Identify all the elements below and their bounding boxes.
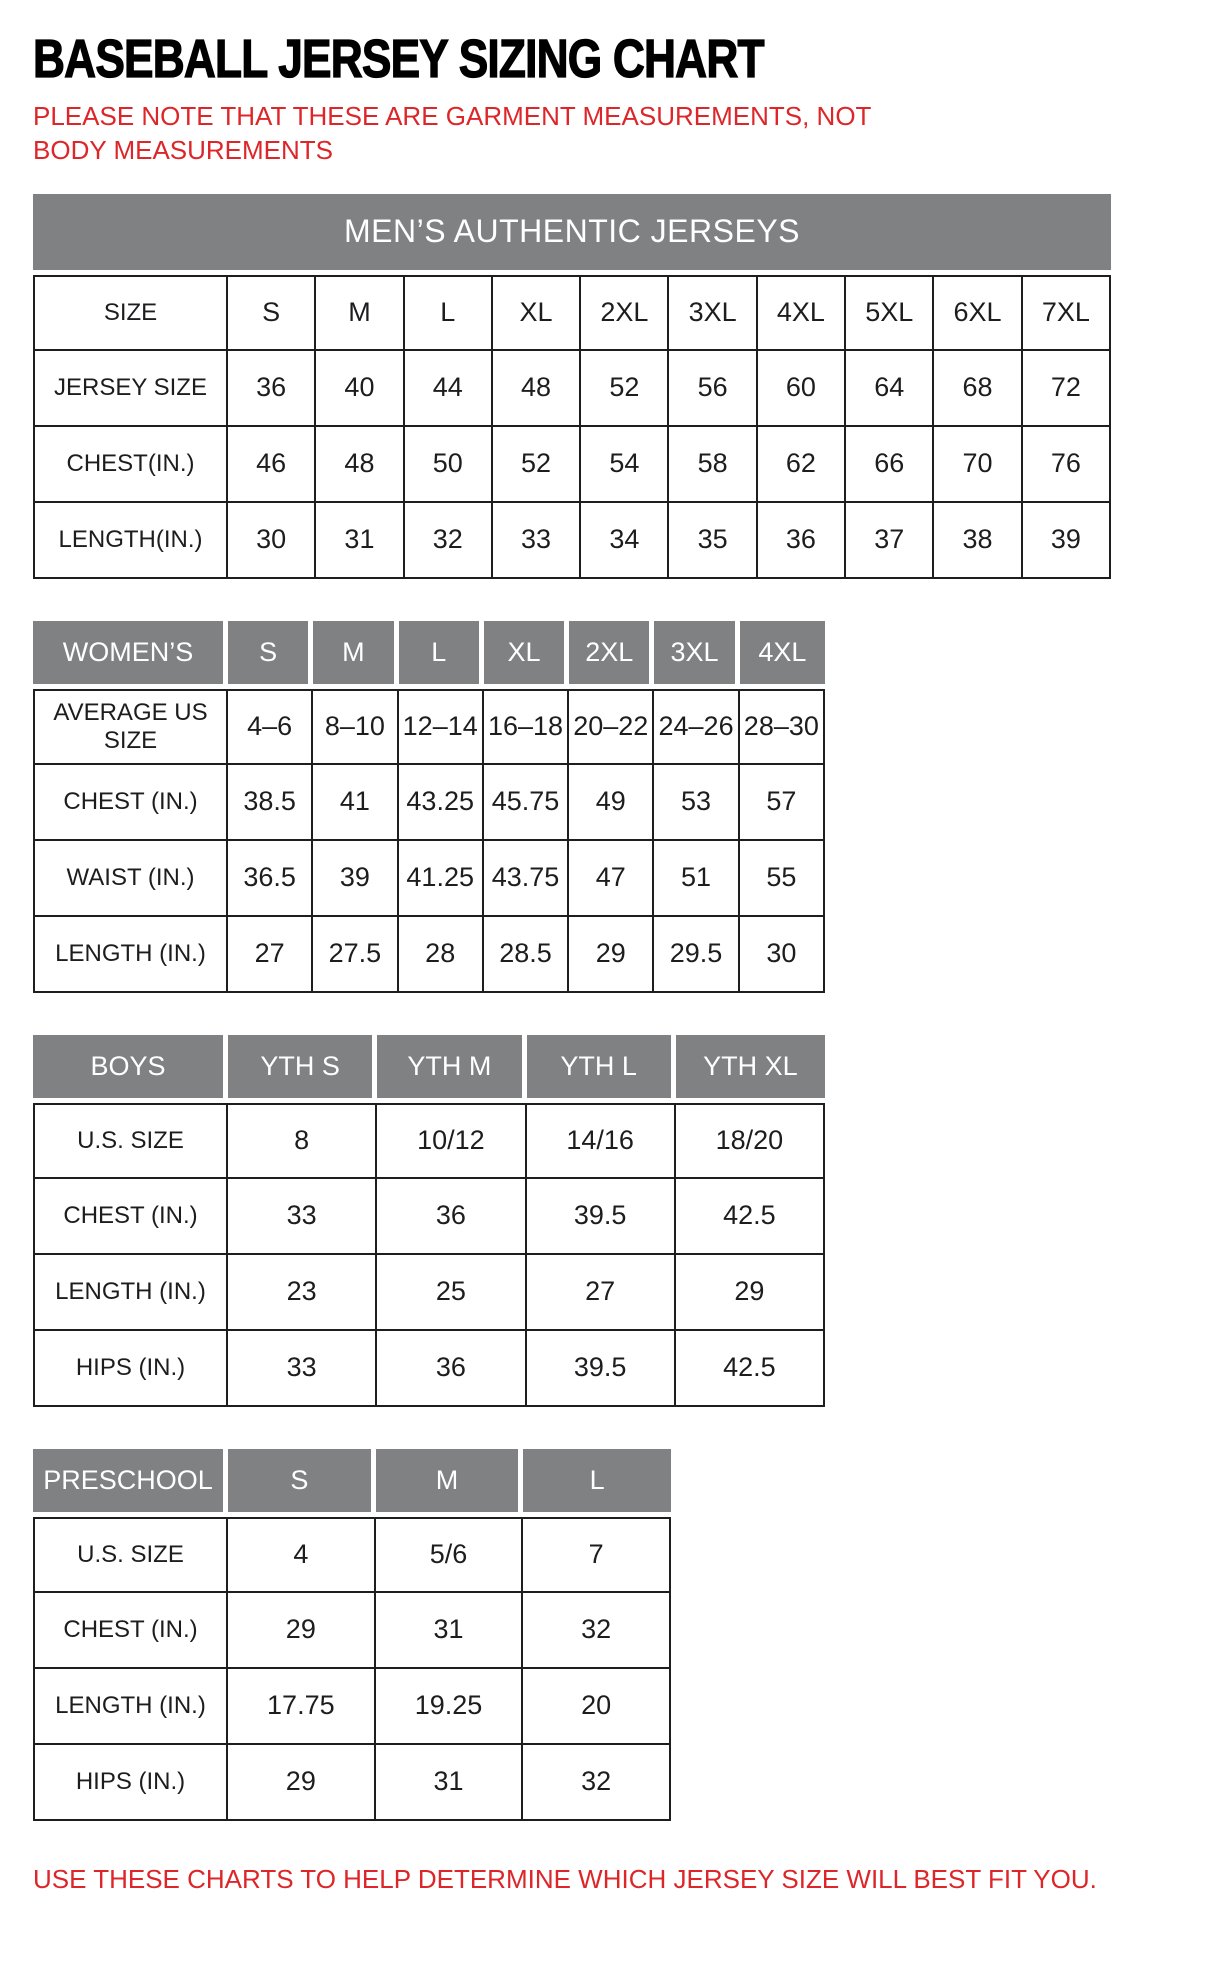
value-cell: 48 (316, 427, 404, 503)
boys-size-header: YTH S (228, 1035, 377, 1103)
value-cell: 5/6 (376, 1517, 524, 1593)
value-cell: 36 (758, 503, 846, 579)
value-cell: 33 (228, 1179, 377, 1255)
value-cell: 16–18 (484, 689, 569, 765)
value-cell: 28.5 (484, 917, 569, 993)
preschool-size-header: M (376, 1449, 524, 1517)
boys-size-header: YTH XL (676, 1035, 825, 1103)
value-cell: S (228, 275, 316, 351)
row-label: CHEST (IN.) (33, 1179, 228, 1255)
value-cell: 39 (1023, 503, 1111, 579)
value-cell: 55 (740, 841, 825, 917)
value-cell: 36 (377, 1179, 526, 1255)
value-cell: 34 (581, 503, 669, 579)
value-cell: 60 (758, 351, 846, 427)
value-cell: 6XL (934, 275, 1022, 351)
value-cell: M (316, 275, 404, 351)
value-cell: 40 (316, 351, 404, 427)
value-cell: 4XL (758, 275, 846, 351)
value-cell: 47 (569, 841, 654, 917)
row-label: CHEST (IN.) (33, 1593, 228, 1669)
womens-size-header: 3XL (654, 621, 739, 689)
table-row (33, 689, 825, 765)
value-cell: 57 (740, 765, 825, 841)
value-cell: 31 (316, 503, 404, 579)
value-cell: 42.5 (676, 1331, 825, 1407)
value-cell: 19.25 (376, 1669, 524, 1745)
value-cell: 43.25 (399, 765, 484, 841)
preschool-header-row (33, 1449, 671, 1517)
value-cell: XL (493, 275, 581, 351)
value-cell: 62 (758, 427, 846, 503)
row-label: U.S. SIZE (33, 1103, 228, 1179)
value-cell: 39 (313, 841, 398, 917)
value-cell: 3XL (669, 275, 757, 351)
boys-size-header: YTH L (527, 1035, 676, 1103)
table-row (33, 1669, 671, 1745)
value-cell: 28 (399, 917, 484, 993)
value-cell: 50 (405, 427, 493, 503)
preschool-section (33, 1449, 1190, 1821)
womens-header-row (33, 621, 825, 689)
value-cell: 42.5 (676, 1179, 825, 1255)
value-cell: 24–26 (654, 689, 739, 765)
value-cell: 53 (654, 765, 739, 841)
value-cell: 8–10 (313, 689, 398, 765)
row-label: U.S. SIZE (33, 1517, 228, 1593)
value-cell: 17.75 (228, 1669, 376, 1745)
value-cell: 32 (523, 1745, 671, 1821)
value-cell: 31 (376, 1593, 524, 1669)
boys-section (33, 1035, 1190, 1407)
value-cell: 30 (228, 503, 316, 579)
table-row (33, 841, 825, 917)
womens-header-label: WOMEN’S (33, 621, 228, 689)
table-row (33, 917, 825, 993)
value-cell: 44 (405, 351, 493, 427)
value-cell: 31 (376, 1745, 524, 1821)
value-cell: 51 (654, 841, 739, 917)
row-label: LENGTH (IN.) (33, 1669, 228, 1745)
value-cell: 29 (569, 917, 654, 993)
table-row (33, 427, 1111, 503)
row-label: SIZE (33, 275, 228, 351)
womens-size-header: S (228, 621, 313, 689)
value-cell: 46 (228, 427, 316, 503)
boys-header-label: BOYS (33, 1035, 228, 1103)
value-cell: 76 (1023, 427, 1111, 503)
value-cell: 18/20 (676, 1103, 825, 1179)
value-cell: 36 (377, 1331, 526, 1407)
table-row (33, 503, 1111, 579)
value-cell: 38.5 (228, 765, 313, 841)
value-cell: 38 (934, 503, 1022, 579)
value-cell: 52 (493, 427, 581, 503)
value-cell: 32 (405, 503, 493, 579)
womens-sizing-table (33, 621, 825, 993)
value-cell: 36 (228, 351, 316, 427)
value-cell: 39.5 (527, 1179, 676, 1255)
row-label: AVERAGE US SIZE (33, 689, 228, 765)
row-label: LENGTH (IN.) (33, 917, 228, 993)
value-cell: 56 (669, 351, 757, 427)
table-row (33, 1745, 671, 1821)
value-cell: 49 (569, 765, 654, 841)
table-row (33, 1103, 825, 1179)
value-cell: 36.5 (228, 841, 313, 917)
preschool-size-header: L (523, 1449, 671, 1517)
womens-size-header: 4XL (740, 621, 825, 689)
value-cell: 7XL (1023, 275, 1111, 351)
womens-size-header: 2XL (569, 621, 654, 689)
value-cell: 28–30 (740, 689, 825, 765)
table-row (33, 1517, 671, 1593)
value-cell: 54 (581, 427, 669, 503)
row-label: HIPS (IN.) (33, 1331, 228, 1407)
value-cell: 7 (523, 1517, 671, 1593)
value-cell: 20–22 (569, 689, 654, 765)
value-cell: 41 (313, 765, 398, 841)
row-label: LENGTH (IN.) (33, 1255, 228, 1331)
value-cell: 23 (228, 1255, 377, 1331)
value-cell: 32 (523, 1593, 671, 1669)
table-row (33, 1331, 825, 1407)
value-cell: 29 (228, 1593, 376, 1669)
value-cell: 29.5 (654, 917, 739, 993)
value-cell: 14/16 (527, 1103, 676, 1179)
preschool-header-label: PRESCHOOL (33, 1449, 228, 1517)
preschool-sizing-table (33, 1449, 671, 1821)
page-title: BASEBALL JERSEY SIZING CHART (33, 29, 764, 89)
table-row (33, 1255, 825, 1331)
value-cell: 33 (228, 1331, 377, 1407)
value-cell: 29 (676, 1255, 825, 1331)
row-label: WAIST (IN.) (33, 841, 228, 917)
table-row (33, 1179, 825, 1255)
value-cell: 33 (493, 503, 581, 579)
table-row (33, 275, 1111, 351)
value-cell: 29 (228, 1745, 376, 1821)
table-row (33, 1593, 671, 1669)
value-cell: 8 (228, 1103, 377, 1179)
value-cell: 70 (934, 427, 1022, 503)
value-cell: 66 (846, 427, 934, 503)
value-cell: 48 (493, 351, 581, 427)
value-cell: 27 (527, 1255, 676, 1331)
fit-advice-note: USE THESE CHARTS TO HELP DETERMINE WHICH JERSEY SIZE WILL BEST FIT YOU. (33, 1863, 1097, 1894)
value-cell: 45.75 (484, 765, 569, 841)
value-cell: 10/12 (377, 1103, 526, 1179)
preschool-size-header: S (228, 1449, 376, 1517)
value-cell: 20 (523, 1669, 671, 1745)
mens-sizing-table (33, 275, 1111, 579)
table-row (33, 765, 825, 841)
row-label: CHEST (IN.) (33, 765, 228, 841)
mens-table-title: MEN’S AUTHENTIC JERSEYS (33, 194, 1111, 270)
value-cell: 72 (1023, 351, 1111, 427)
value-cell: 2XL (581, 275, 669, 351)
boys-header-row (33, 1035, 825, 1103)
value-cell: 4 (228, 1517, 376, 1593)
womens-size-header: L (399, 621, 484, 689)
value-cell: 30 (740, 917, 825, 993)
womens-section (33, 621, 1190, 993)
row-label: CHEST(IN.) (33, 427, 228, 503)
mens-jerseys-section (33, 194, 1190, 579)
value-cell: 58 (669, 427, 757, 503)
value-cell: 35 (669, 503, 757, 579)
value-cell: 41.25 (399, 841, 484, 917)
value-cell: 27.5 (313, 917, 398, 993)
womens-size-header: M (313, 621, 398, 689)
value-cell: 5XL (846, 275, 934, 351)
value-cell: 37 (846, 503, 934, 579)
value-cell: 43.75 (484, 841, 569, 917)
value-cell: L (405, 275, 493, 351)
row-label: JERSEY SIZE (33, 351, 228, 427)
value-cell: 27 (228, 917, 313, 993)
row-label: HIPS (IN.) (33, 1745, 228, 1821)
boys-size-header: YTH M (377, 1035, 526, 1103)
boys-sizing-table (33, 1035, 825, 1407)
value-cell: 25 (377, 1255, 526, 1331)
womens-size-header: XL (484, 621, 569, 689)
value-cell: 4–6 (228, 689, 313, 765)
garment-measurements-note: PLEASE NOTE THAT THESE ARE GARMENT MEASUREMENTS, NOT BODY MEASUREMENTS (33, 101, 871, 165)
table-row (33, 351, 1111, 427)
value-cell: 68 (934, 351, 1022, 427)
value-cell: 12–14 (399, 689, 484, 765)
value-cell: 52 (581, 351, 669, 427)
value-cell: 64 (846, 351, 934, 427)
row-label: LENGTH(IN.) (33, 503, 228, 579)
value-cell: 39.5 (527, 1331, 676, 1407)
